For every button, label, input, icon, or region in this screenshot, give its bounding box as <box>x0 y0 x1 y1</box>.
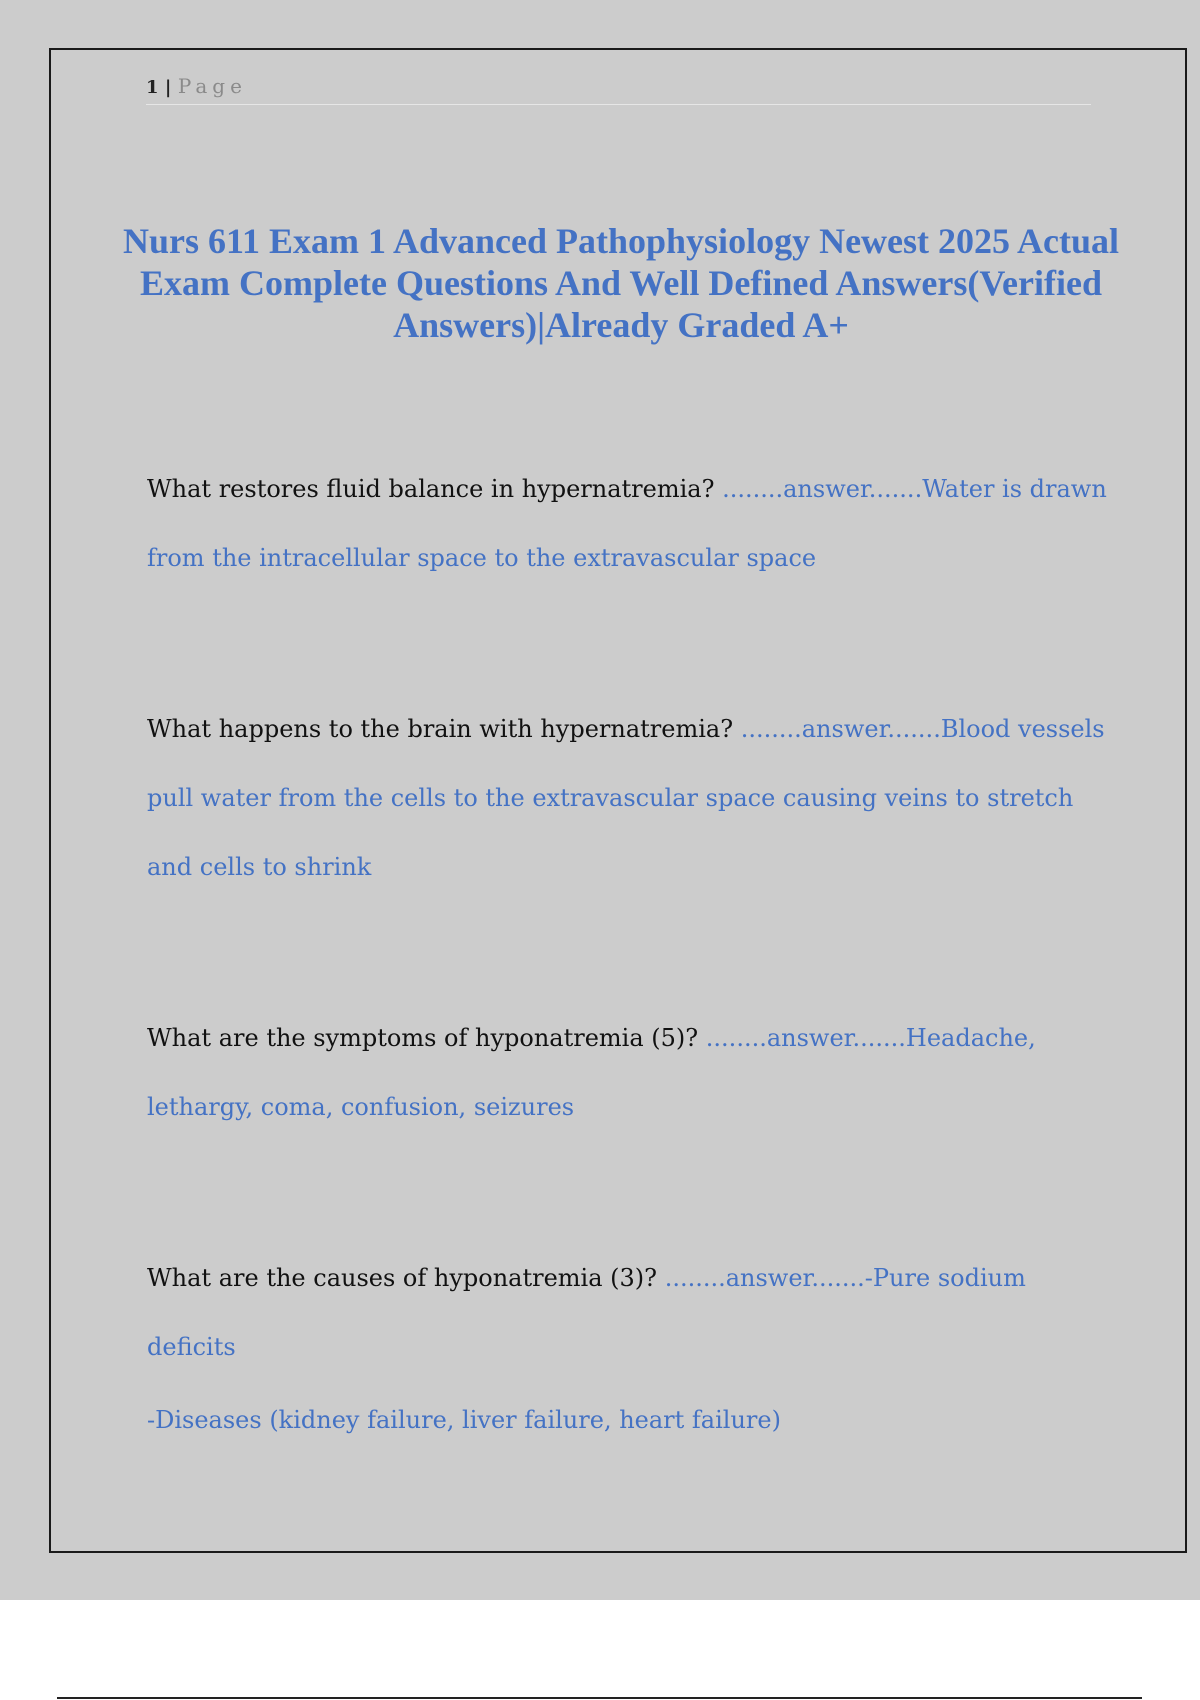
document-page <box>49 48 1187 1553</box>
answer-separator: ........answer....... <box>664 1264 865 1292</box>
page-label: Page <box>177 74 247 98</box>
answer-text: -Pure sodium deficits <box>147 1264 1026 1361</box>
qa-item-3 <box>147 1004 1107 1142</box>
page-number: 1 <box>146 77 159 98</box>
answer-text: Headache, lethargy, coma, confusion, seizures <box>147 1024 1036 1121</box>
page-separator: | <box>164 77 172 98</box>
answer-continuation: -Diseases (kidney failure, liver failure, heart failure) <box>147 1406 781 1434</box>
question-text: What restores fluid balance in hypernatremia? <box>147 475 715 503</box>
answer-text: Blood vessels pull water from the cells to the extravascular space causing veins to stretch and cells to shrink <box>147 715 1105 881</box>
question-text: What are the symptoms of hyponatremia (5)? <box>147 1024 699 1052</box>
footer-rule <box>57 1697 1142 1699</box>
qa-item-1 <box>147 455 1107 593</box>
answer-separator: ........answer....... <box>705 1024 906 1052</box>
page-header <box>146 74 1091 105</box>
answer-separator: ........answer....... <box>740 715 941 743</box>
qa-item-2 <box>147 695 1107 902</box>
document-title: Nurs 611 Exam 1 Advanced Pathophysiology Newest 2025 Actual Exam Complete Questions And Well Defined Answers(Verified Answers)|Already Graded A+ <box>122 221 1120 345</box>
question-text: What happens to the brain with hypernatremia? <box>147 715 734 743</box>
answer-separator: ........answer....... <box>722 475 923 503</box>
qa-item-4 <box>147 1244 1107 1382</box>
question-text: What are the causes of hyponatremia (3)? <box>147 1264 658 1292</box>
answer-text: Water is drawn from the intracellular space to the extravascular space <box>147 475 1107 572</box>
